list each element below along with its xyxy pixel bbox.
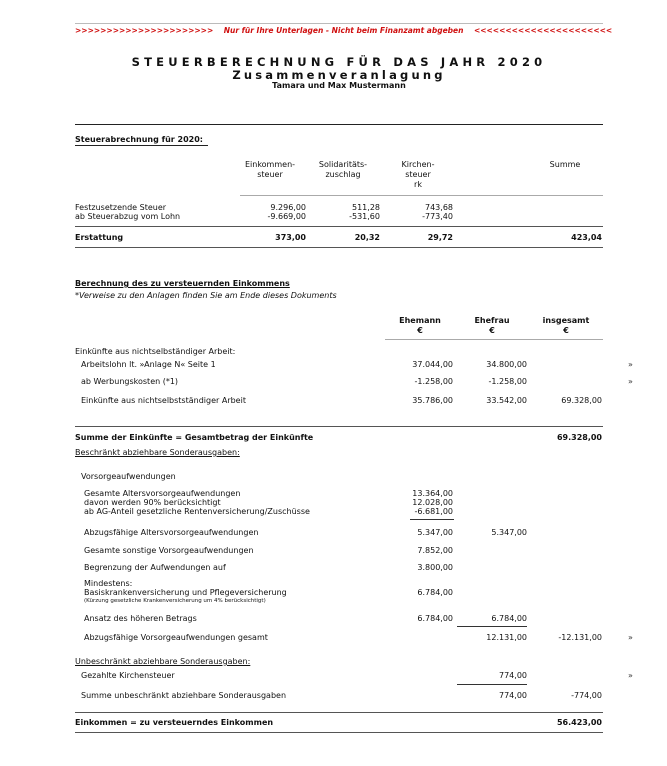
sonstige-vorsorge-label: Gesamte sonstige Vorsorgeaufwendungen <box>84 546 254 555</box>
arbeitslohn-ehefrau: 34.800,00 <box>486 360 527 369</box>
kirchensteuer-label: Gezahlte Kirchensteuer <box>81 671 175 680</box>
summe-unbeschr-ehefrau: 774,00 <box>499 691 527 700</box>
col-kirche-l2: steuer <box>405 170 431 179</box>
begrenzung-label: Begrenzung der Aufwendungen auf <box>84 563 226 572</box>
zve-label: Einkommen = zu versteuerndes Einkommen <box>75 718 274 727</box>
zve-rule <box>75 712 603 713</box>
nsa-sum-ehefrau: 33.542,00 <box>486 396 527 405</box>
ansatz-ehemann: 6.784,00 <box>417 614 453 623</box>
row-steuerabzug-est: -9.669,00 <box>267 212 306 221</box>
document-subtitle: Zusammenveranlagung <box>232 68 446 82</box>
werbungskosten-ehemann: -1.258,00 <box>414 377 453 386</box>
row-erstattung-soli: 20,32 <box>354 233 380 242</box>
row-steuerabzug-kist: -773,40 <box>422 212 453 221</box>
abz-vorsorge-insgesamt: -12.131,00 <box>558 633 602 642</box>
abz-alters-label: Abzugsfähige Altersvorsorgeaufwendungen <box>84 528 259 537</box>
summe-unbeschr-insgesamt: -774,00 <box>571 691 602 700</box>
basisversicherung-ehemann: 6.784,00 <box>417 588 453 597</box>
mindestens-label: Mindestens: <box>84 579 133 588</box>
nsa-heading: Einkünfte aus nichtselbständiger Arbeit: <box>75 347 236 356</box>
altersvorsorge-90-label: davon werden 90% berücksichtigt <box>84 498 221 507</box>
banner-right-arrows: <<<<<<<<<<<<<<<<<<<<<< <box>473 26 613 35</box>
summary-heading: Steuerabrechnung für 2020: <box>75 135 203 144</box>
row-erstattung-label: Erstattung <box>75 233 124 242</box>
summe-einkuenfte-label: Summe der Einkünfte = Gesamtbetrag der Einkünfte <box>75 433 314 442</box>
kirchensteuer-ehefrau: 774,00 <box>499 671 527 680</box>
altersvorsorge-gesamt-ehemann: 13.364,00 <box>412 489 453 498</box>
col-ehefrau <box>457 316 527 336</box>
col-einkommensteuer-l2: steuer <box>257 170 283 179</box>
document-title: STEUERBERECHNUNG FÜR DAS JAHR 2020 <box>131 55 547 69</box>
kuerzung-note: (Kürzung gesetzliche Krankenversicherung um 4% berücksichtigt) <box>84 598 266 604</box>
nsa-sum-label: Einkünfte aus nichtselbstständiger Arbeit <box>81 396 246 405</box>
ag-anteil-ehemann: -6.681,00 <box>414 507 453 516</box>
col-ehefrau-label: Ehefrau <box>474 316 510 325</box>
kirchensteuer-arrow: » <box>628 671 633 680</box>
begrenzung-ehemann: 3.800,00 <box>417 563 453 572</box>
row-steuerabzug-label: ab Steuerabzug vom Lohn <box>75 212 181 221</box>
col-ehemann <box>385 316 455 336</box>
row-festzusetzende-est: 9.296,00 <box>270 203 306 212</box>
row-erstattung-est: 373,00 <box>275 233 306 242</box>
row-festzusetzende-soli: 511,28 <box>352 203 380 212</box>
summe-unbeschr-label: Summe unbeschränkt abziehbare Sonderausgaben <box>81 691 287 700</box>
col-kirche-l3: rk <box>414 180 422 189</box>
altersvorsorge-gesamt-label: Gesamte Altersvorsorgeaufwendungen <box>84 489 241 498</box>
beschraenkt-heading: Beschränkt abziehbare Sonderausgaben: <box>75 448 240 457</box>
summary-top-rule <box>75 124 603 125</box>
altersvorsorge-90-ehemann: 12.028,00 <box>412 498 453 507</box>
taxpayer-names: Tamara und Max Mustermann <box>272 81 406 90</box>
calc-note: *Verweise zu den Anlagen finden Sie am Ende dieses Dokuments <box>75 291 337 300</box>
nsa-sum-ehemann: 35.786,00 <box>412 396 453 405</box>
row-erstattung-kist: 29,72 <box>427 233 453 242</box>
col-ehemann-currency: € <box>417 326 423 335</box>
col-kirche-l1: Kirchen- <box>401 160 435 169</box>
row-festzusetzende-kist: 743,68 <box>425 203 453 212</box>
ansatz-rule <box>457 626 527 627</box>
banner-top-rule <box>75 23 603 24</box>
ag-anteil-rule <box>410 519 454 520</box>
unbeschraenkt-heading: Unbeschränkt abziehbare Sonderausgaben: <box>75 657 251 666</box>
ansatz-ehefrau: 6.784,00 <box>491 614 527 623</box>
ansatz-label: Ansatz des höheren Betrags <box>84 614 197 623</box>
col-insgesamt <box>530 316 602 336</box>
vorsorge-heading: Vorsorgeaufwendungen <box>81 472 176 481</box>
sonstige-vorsorge-ehemann: 7.852,00 <box>417 546 453 555</box>
werbungskosten-label: ab Werbungskosten (*1) <box>81 377 179 386</box>
row-erstattung-summe: 423,04 <box>571 233 602 242</box>
arbeitslohn-ehemann: 37.044,00 <box>412 360 453 369</box>
col-soli-l1: Solidaritäts- <box>318 160 368 169</box>
werbungskosten-ehefrau: -1.258,00 <box>488 377 527 386</box>
col-solidaritaetszuschlag <box>313 160 373 180</box>
col-ehefrau-currency: € <box>489 326 495 335</box>
abz-vorsorge-arrow: » <box>628 633 633 642</box>
col-insgesamt-currency: € <box>563 326 569 335</box>
banner-left-arrows: >>>>>>>>>>>>>>>>>>>>>> <box>75 26 214 35</box>
col-einkommensteuer <box>240 160 300 180</box>
col-summe: Summe <box>549 160 581 169</box>
col-kirchensteuer <box>388 160 448 190</box>
col-ehemann-label: Ehemann <box>399 316 441 325</box>
werbungskosten-arrow: » <box>628 377 633 386</box>
kirchensteuer-rule <box>457 684 527 685</box>
arbeitslohn-arrow: » <box>628 360 633 369</box>
ag-anteil-label: ab AG-Anteil gesetzliche Rentenversicherung/Zuschüsse <box>84 507 310 516</box>
zve-bottom-rule <box>75 732 603 733</box>
abz-vorsorge-label: Abzugsfähige Vorsorgeaufwendungen gesamt <box>84 633 268 642</box>
basisversicherung-label: Basiskrankenversicherung und Pflegeversicherung <box>84 588 287 597</box>
col-einkommensteuer-l1: Einkommen- <box>244 160 296 169</box>
summary-bottom-rule <box>75 247 603 248</box>
abz-alters-ehemann: 5.347,00 <box>417 528 453 537</box>
col-insgesamt-label: insgesamt <box>542 316 590 325</box>
calc-heading: Berechnung des zu versteuernden Einkommens <box>75 279 290 288</box>
banner <box>75 26 612 35</box>
summe-einkuenfte-rule <box>75 426 603 427</box>
summary-header-rule <box>240 195 603 196</box>
col-soli-l2: zuschlag <box>325 170 361 179</box>
row-festzusetzende-label: Festzusetzende Steuer <box>75 203 167 212</box>
calc-header-rule <box>385 339 603 340</box>
abz-vorsorge-ehefrau: 12.131,00 <box>486 633 527 642</box>
banner-text: Nur für Ihre Unterlagen - Nicht beim Finanzamt abgeben <box>223 26 464 35</box>
zve-insgesamt: 56.423,00 <box>556 718 602 727</box>
row-steuerabzug-soli: -531,60 <box>349 212 380 221</box>
abz-alters-ehefrau: 5.347,00 <box>491 528 527 537</box>
summe-einkuenfte-insgesamt: 69.328,00 <box>556 433 602 442</box>
summary-heading-rule <box>75 145 208 146</box>
erstattung-rule <box>75 226 603 227</box>
arbeitslohn-label: Arbeitslohn lt. »Anlage N« Seite 1 <box>81 360 216 369</box>
nsa-sum-insgesamt: 69.328,00 <box>561 396 602 405</box>
